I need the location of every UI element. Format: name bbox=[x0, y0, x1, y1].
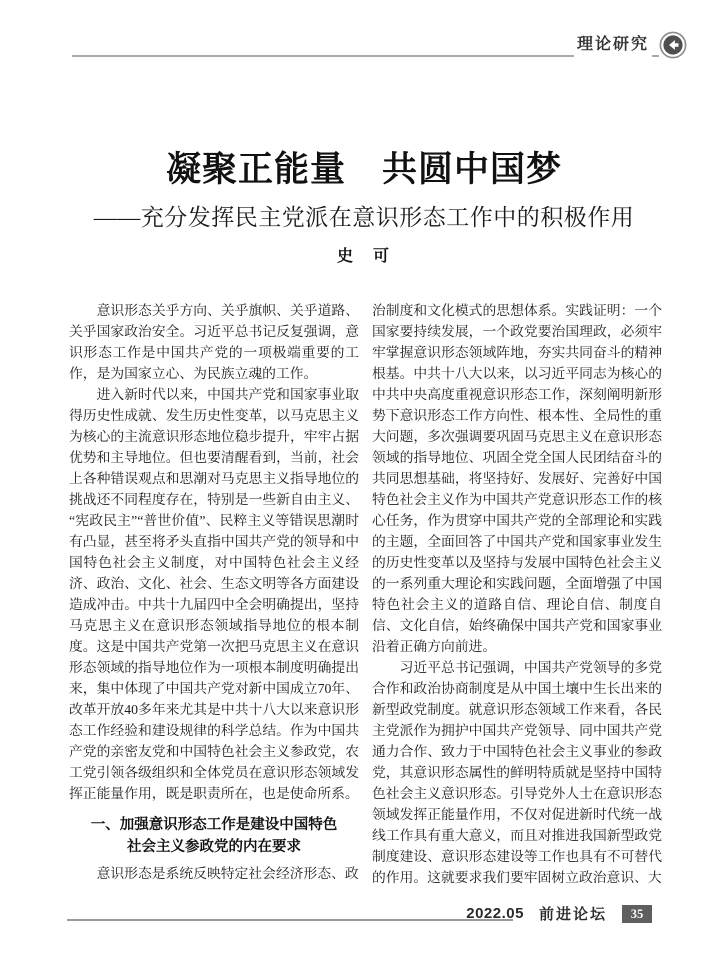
paragraph: 习近平总书记强调，中国共产党领导的多党合作和政治协商制度是从中国土壤中生长出来的新型政党制度。就意识形态领域工作来看，各民主党派作为拥护中国共产党领导、同中国共产党通力合作、致力于中国特色社会主义事业的参政党，其意识形态属性的鲜明特质就是坚持中国特色社会主义意识形态。引导党外人士在意识形态领域发挥正能量作用，不仅对促进新时代统一战线工作具有重大意义，而且对推进我国新型政党制度建设、意识形态建设等工作也具有不可替代的作用。这就要求我们要牢固树立政治意识、大 bbox=[372, 660, 662, 885]
footer-bar bbox=[466, 903, 652, 924]
paragraph: 意识形态关乎方向、关乎旗帜、关乎道路、关乎国家政治安全。习近平总书记反复强调，意识形态工作是中国共产党的一项极端重要的工作，是为国家立心、为民族立魂的工作。 bbox=[69, 303, 359, 381]
article-author: 史 可 bbox=[336, 248, 391, 265]
circle-left-arrow-icon bbox=[659, 31, 687, 59]
article-title: 凝聚正能量 共圆中国梦 bbox=[165, 150, 562, 189]
title-block bbox=[64, 148, 664, 268]
article-subtitle: ——充分发挥民主党派在意识形态工作中的积极作用 bbox=[93, 205, 635, 230]
section-heading: 一、加强意识形态工作是建设中国特色社会主义参政党的内在要求 bbox=[90, 817, 338, 855]
section-label: 理论研究 bbox=[574, 32, 652, 58]
journal-name: 前进论坛 bbox=[538, 907, 607, 923]
page-number-badge: 35 bbox=[622, 905, 652, 923]
right-column bbox=[372, 300, 662, 888]
header-bar bbox=[574, 31, 687, 59]
paragraph: 进入新时代以来，中国共产党和国家事业取得历史性成就、发生历史性变革，以马克思主义为核心的主流意识形态地位稳步提升，牢牢占据优势和主导地位。但也要清醒看到，当前，社会上各种错误观点和思潮对马克思主义指导地位的挑战还不同程度存在，特别是一些新自由主义、“宪政民主”“普世价值”、民粹主义等错误思潮时有凸显，甚至将矛头直指中国共产党的领导和中国特色社会主义制度，对中国特色社会主义经济、政治、文化、社会、生态文明等各方面建设造成冲击。中共十九届四中全会明确提出，坚持马克思主义在意识形态领域指导地位的根本制度。这是中国共产党第一次把马克思主义在意识形态领域的指导地位作为一项根本制度明确提出来，集中体现了中国共产党对新中国成立70年、改革开放40多年来尤其是中共十八大以来意识形态工作经验和建设规律的科学总结。作为中国共产党的亲密友党和中国特色社会主义参政党，农工党引领各级组织和全体党员在意识形态领域发挥正能量作用，既是职责所在，也是使命所系。 bbox=[69, 387, 359, 801]
footer-rule bbox=[67, 919, 513, 921]
article-body bbox=[69, 300, 662, 888]
paragraph-continued: 治制度和文化模式的思想体系。实践证明：一个国家要持续发展，一个政党要治国理政，必须牢牢掌握意识形态领域阵地，夯实共同奋斗的精神根基。中共十八大以来，以习近平同志为核心的中共中央高度重视意识形态工作，深刻阐明新形势下意识形态工作方向性、根本性、全局性的重大问题，多次强调要巩固马克思主义在意识形态领域的指导地位、巩固全党全国人民团结奋斗的共同思想基础，将坚持好、发展好、完善好中国特色社会主义作为中国共产党意识形态工作的核心任务，作为贯穿中国共产党的全部理论和实践的主题，全面回答了中国共产党和国家事业发生的历史性变革以及坚持与发展中国特色社会主义的一系列重大理论和实践问题，全面增强了中国特色社会主义的道路自信、理论自信、制度自信、文化自信，始终确保中国共产党和国家事业沿着正确方向前进。 bbox=[372, 303, 662, 654]
paragraph: 意识形态是系统反映特定社会经济形态、政 bbox=[96, 866, 359, 881]
left-column bbox=[69, 300, 359, 888]
issue-date: 2022.05 bbox=[466, 905, 524, 922]
